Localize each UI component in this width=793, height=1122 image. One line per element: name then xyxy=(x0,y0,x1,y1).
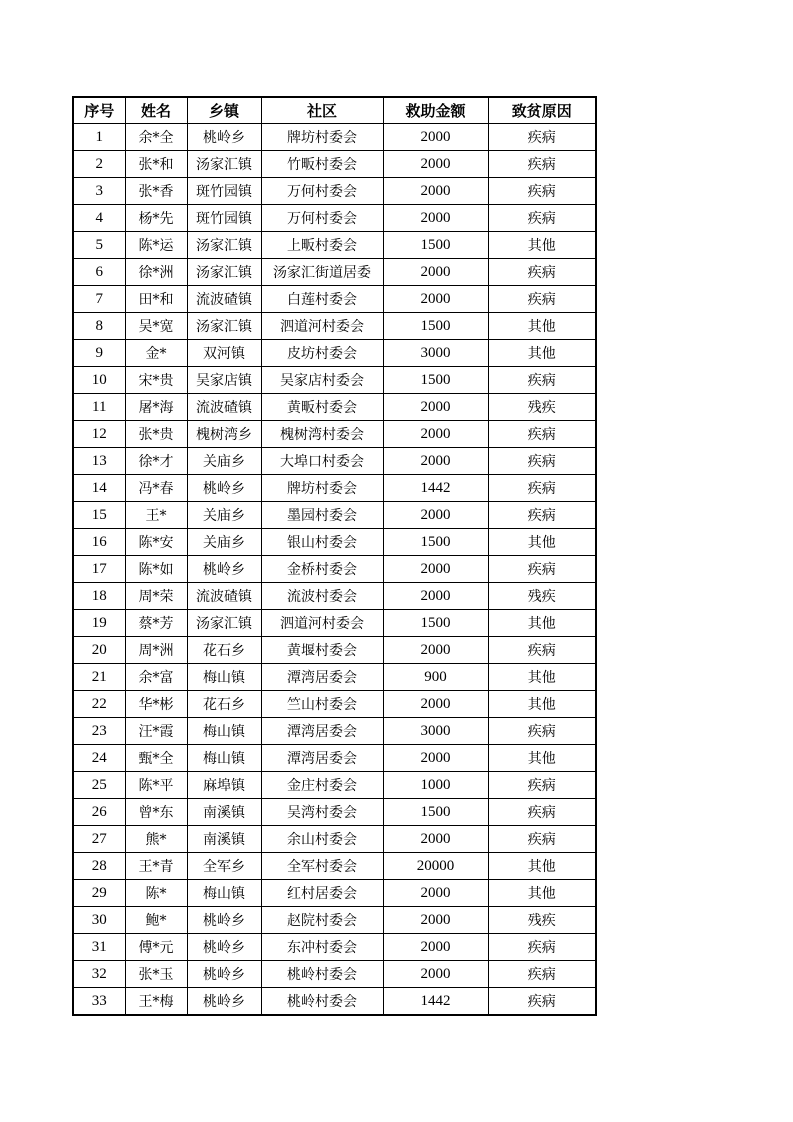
cell-name: 王*梅 xyxy=(125,988,187,1016)
cell-serial-number: 1 xyxy=(73,124,125,151)
cell-name: 徐*洲 xyxy=(125,259,187,286)
table-row xyxy=(73,610,596,637)
table-row xyxy=(73,880,596,907)
cell-relief-amount: 1500 xyxy=(383,610,488,637)
cell-serial-number: 17 xyxy=(73,556,125,583)
cell-relief-amount: 3000 xyxy=(383,340,488,367)
table-row xyxy=(73,934,596,961)
table-row xyxy=(73,745,596,772)
cell-name: 鲍* xyxy=(125,907,187,934)
cell-township: 关庙乡 xyxy=(187,502,261,529)
cell-name: 陈* xyxy=(125,880,187,907)
header-community: 社区 xyxy=(261,97,383,124)
relief-table-container xyxy=(72,96,597,1016)
cell-community: 汤家汇街道居委 xyxy=(261,259,383,286)
cell-serial-number: 30 xyxy=(73,907,125,934)
cell-community: 潭湾居委会 xyxy=(261,718,383,745)
cell-poverty-cause: 其他 xyxy=(488,880,596,907)
cell-name: 屠*海 xyxy=(125,394,187,421)
header-poverty-cause: 致贫原因 xyxy=(488,97,596,124)
cell-township: 关庙乡 xyxy=(187,529,261,556)
cell-relief-amount: 2000 xyxy=(383,421,488,448)
cell-community: 吴湾村委会 xyxy=(261,799,383,826)
cell-name: 甄*全 xyxy=(125,745,187,772)
cell-relief-amount: 900 xyxy=(383,664,488,691)
table-row xyxy=(73,691,596,718)
table-row xyxy=(73,367,596,394)
cell-relief-amount: 1442 xyxy=(383,475,488,502)
cell-name: 汪*霞 xyxy=(125,718,187,745)
cell-name: 曾*东 xyxy=(125,799,187,826)
cell-poverty-cause: 疾病 xyxy=(488,124,596,151)
cell-serial-number: 28 xyxy=(73,853,125,880)
table-header-row xyxy=(73,97,596,124)
cell-community: 东冲村委会 xyxy=(261,934,383,961)
cell-community: 银山村委会 xyxy=(261,529,383,556)
cell-relief-amount: 3000 xyxy=(383,718,488,745)
cell-poverty-cause: 其他 xyxy=(488,529,596,556)
table-row xyxy=(73,556,596,583)
cell-poverty-cause: 疾病 xyxy=(488,502,596,529)
cell-township: 桃岭乡 xyxy=(187,961,261,988)
table-row xyxy=(73,421,596,448)
cell-community: 黄堰村委会 xyxy=(261,637,383,664)
cell-community: 金庄村委会 xyxy=(261,772,383,799)
cell-name: 周*洲 xyxy=(125,637,187,664)
table-row xyxy=(73,826,596,853)
cell-name: 陈*平 xyxy=(125,772,187,799)
table-row xyxy=(73,313,596,340)
cell-poverty-cause: 疾病 xyxy=(488,988,596,1016)
cell-name: 陈*如 xyxy=(125,556,187,583)
cell-poverty-cause: 疾病 xyxy=(488,556,596,583)
cell-township: 流波碴镇 xyxy=(187,286,261,313)
cell-community: 金桥村委会 xyxy=(261,556,383,583)
cell-poverty-cause: 残疾 xyxy=(488,907,596,934)
cell-serial-number: 8 xyxy=(73,313,125,340)
cell-name: 陈*运 xyxy=(125,232,187,259)
cell-poverty-cause: 其他 xyxy=(488,340,596,367)
cell-poverty-cause: 其他 xyxy=(488,610,596,637)
cell-relief-amount: 2000 xyxy=(383,880,488,907)
cell-township: 双河镇 xyxy=(187,340,261,367)
cell-name: 周*荣 xyxy=(125,583,187,610)
cell-township: 南溪镇 xyxy=(187,799,261,826)
cell-name: 宋*贵 xyxy=(125,367,187,394)
cell-serial-number: 19 xyxy=(73,610,125,637)
relief-table xyxy=(72,96,597,1016)
cell-serial-number: 13 xyxy=(73,448,125,475)
cell-community: 大埠口村委会 xyxy=(261,448,383,475)
cell-community: 潭湾居委会 xyxy=(261,745,383,772)
cell-serial-number: 24 xyxy=(73,745,125,772)
cell-relief-amount: 2000 xyxy=(383,178,488,205)
cell-township: 吴家店镇 xyxy=(187,367,261,394)
cell-serial-number: 2 xyxy=(73,151,125,178)
cell-township: 汤家汇镇 xyxy=(187,610,261,637)
cell-relief-amount: 2000 xyxy=(383,448,488,475)
table-row xyxy=(73,664,596,691)
cell-name: 王* xyxy=(125,502,187,529)
table-row xyxy=(73,340,596,367)
cell-relief-amount: 2000 xyxy=(383,151,488,178)
cell-relief-amount: 2000 xyxy=(383,259,488,286)
cell-community: 万何村委会 xyxy=(261,205,383,232)
cell-township: 桃岭乡 xyxy=(187,124,261,151)
cell-poverty-cause: 疾病 xyxy=(488,637,596,664)
cell-township: 全军乡 xyxy=(187,853,261,880)
cell-community: 上畈村委会 xyxy=(261,232,383,259)
cell-community: 赵院村委会 xyxy=(261,907,383,934)
cell-serial-number: 9 xyxy=(73,340,125,367)
cell-name: 华*彬 xyxy=(125,691,187,718)
cell-community: 白莲村委会 xyxy=(261,286,383,313)
cell-township: 桃岭乡 xyxy=(187,475,261,502)
table-row xyxy=(73,502,596,529)
cell-name: 蔡*芳 xyxy=(125,610,187,637)
cell-poverty-cause: 疾病 xyxy=(488,178,596,205)
table-row xyxy=(73,853,596,880)
cell-name: 陈*安 xyxy=(125,529,187,556)
cell-township: 汤家汇镇 xyxy=(187,259,261,286)
table-row xyxy=(73,718,596,745)
cell-poverty-cause: 其他 xyxy=(488,232,596,259)
header-name: 姓名 xyxy=(125,97,187,124)
cell-community: 全军村委会 xyxy=(261,853,383,880)
cell-poverty-cause: 疾病 xyxy=(488,826,596,853)
cell-township: 汤家汇镇 xyxy=(187,151,261,178)
cell-community: 墨园村委会 xyxy=(261,502,383,529)
cell-name: 张*和 xyxy=(125,151,187,178)
cell-serial-number: 12 xyxy=(73,421,125,448)
cell-name: 王*青 xyxy=(125,853,187,880)
cell-serial-number: 5 xyxy=(73,232,125,259)
cell-township: 桃岭乡 xyxy=(187,988,261,1016)
cell-relief-amount: 2000 xyxy=(383,745,488,772)
cell-relief-amount: 2000 xyxy=(383,556,488,583)
cell-community: 桃岭村委会 xyxy=(261,988,383,1016)
cell-community: 黄畈村委会 xyxy=(261,394,383,421)
table-row xyxy=(73,907,596,934)
cell-poverty-cause: 残疾 xyxy=(488,394,596,421)
table-row xyxy=(73,151,596,178)
cell-community: 红村居委会 xyxy=(261,880,383,907)
cell-relief-amount: 2000 xyxy=(383,691,488,718)
table-row xyxy=(73,583,596,610)
cell-name: 金* xyxy=(125,340,187,367)
cell-name: 张*贵 xyxy=(125,421,187,448)
cell-township: 花石乡 xyxy=(187,637,261,664)
cell-serial-number: 16 xyxy=(73,529,125,556)
cell-community: 竺山村委会 xyxy=(261,691,383,718)
cell-township: 斑竹园镇 xyxy=(187,205,261,232)
cell-poverty-cause: 疾病 xyxy=(488,799,596,826)
cell-poverty-cause: 疾病 xyxy=(488,151,596,178)
cell-serial-number: 23 xyxy=(73,718,125,745)
cell-relief-amount: 2000 xyxy=(383,907,488,934)
cell-serial-number: 21 xyxy=(73,664,125,691)
cell-relief-amount: 2000 xyxy=(383,502,488,529)
cell-poverty-cause: 疾病 xyxy=(488,286,596,313)
cell-poverty-cause: 疾病 xyxy=(488,772,596,799)
cell-community: 泗道河村委会 xyxy=(261,610,383,637)
cell-relief-amount: 2000 xyxy=(383,934,488,961)
cell-township: 梅山镇 xyxy=(187,880,261,907)
cell-name: 余*富 xyxy=(125,664,187,691)
cell-serial-number: 7 xyxy=(73,286,125,313)
cell-poverty-cause: 疾病 xyxy=(488,961,596,988)
cell-poverty-cause: 其他 xyxy=(488,664,596,691)
cell-relief-amount: 1000 xyxy=(383,772,488,799)
cell-serial-number: 15 xyxy=(73,502,125,529)
cell-serial-number: 25 xyxy=(73,772,125,799)
cell-serial-number: 22 xyxy=(73,691,125,718)
cell-township: 梅山镇 xyxy=(187,745,261,772)
cell-township: 桃岭乡 xyxy=(187,556,261,583)
table-row xyxy=(73,961,596,988)
cell-poverty-cause: 其他 xyxy=(488,691,596,718)
cell-serial-number: 32 xyxy=(73,961,125,988)
cell-serial-number: 10 xyxy=(73,367,125,394)
cell-serial-number: 27 xyxy=(73,826,125,853)
cell-poverty-cause: 其他 xyxy=(488,853,596,880)
cell-serial-number: 11 xyxy=(73,394,125,421)
cell-community: 潭湾居委会 xyxy=(261,664,383,691)
cell-serial-number: 14 xyxy=(73,475,125,502)
table-row xyxy=(73,637,596,664)
cell-relief-amount: 20000 xyxy=(383,853,488,880)
cell-township: 桃岭乡 xyxy=(187,907,261,934)
cell-community: 万何村委会 xyxy=(261,178,383,205)
cell-serial-number: 3 xyxy=(73,178,125,205)
cell-community: 牌坊村委会 xyxy=(261,124,383,151)
cell-relief-amount: 2000 xyxy=(383,286,488,313)
cell-township: 花石乡 xyxy=(187,691,261,718)
cell-poverty-cause: 疾病 xyxy=(488,205,596,232)
cell-poverty-cause: 疾病 xyxy=(488,448,596,475)
table-row xyxy=(73,286,596,313)
cell-serial-number: 18 xyxy=(73,583,125,610)
table-row xyxy=(73,772,596,799)
cell-serial-number: 26 xyxy=(73,799,125,826)
cell-name: 张*香 xyxy=(125,178,187,205)
cell-relief-amount: 2000 xyxy=(383,583,488,610)
cell-poverty-cause: 残疾 xyxy=(488,583,596,610)
table-row xyxy=(73,475,596,502)
table-row xyxy=(73,205,596,232)
cell-township: 汤家汇镇 xyxy=(187,232,261,259)
header-serial-number: 序号 xyxy=(73,97,125,124)
cell-poverty-cause: 疾病 xyxy=(488,934,596,961)
cell-name: 吴*宽 xyxy=(125,313,187,340)
cell-serial-number: 33 xyxy=(73,988,125,1016)
cell-poverty-cause: 其他 xyxy=(488,313,596,340)
cell-community: 吴家店村委会 xyxy=(261,367,383,394)
cell-relief-amount: 1442 xyxy=(383,988,488,1016)
cell-relief-amount: 2000 xyxy=(383,826,488,853)
cell-relief-amount: 2000 xyxy=(383,637,488,664)
cell-township: 流波碴镇 xyxy=(187,394,261,421)
cell-community: 皮坊村委会 xyxy=(261,340,383,367)
table-row xyxy=(73,394,596,421)
cell-relief-amount: 2000 xyxy=(383,205,488,232)
table-row xyxy=(73,529,596,556)
table-row xyxy=(73,178,596,205)
cell-township: 桃岭乡 xyxy=(187,934,261,961)
cell-name: 杨*先 xyxy=(125,205,187,232)
cell-township: 麻埠镇 xyxy=(187,772,261,799)
cell-township: 梅山镇 xyxy=(187,664,261,691)
cell-community: 牌坊村委会 xyxy=(261,475,383,502)
cell-poverty-cause: 疾病 xyxy=(488,718,596,745)
cell-poverty-cause: 疾病 xyxy=(488,259,596,286)
header-township: 乡镇 xyxy=(187,97,261,124)
cell-serial-number: 29 xyxy=(73,880,125,907)
cell-serial-number: 4 xyxy=(73,205,125,232)
cell-serial-number: 6 xyxy=(73,259,125,286)
cell-relief-amount: 1500 xyxy=(383,799,488,826)
cell-poverty-cause: 疾病 xyxy=(488,475,596,502)
table-row xyxy=(73,988,596,1016)
cell-township: 汤家汇镇 xyxy=(187,313,261,340)
cell-poverty-cause: 疾病 xyxy=(488,421,596,448)
cell-relief-amount: 2000 xyxy=(383,961,488,988)
cell-name: 冯*春 xyxy=(125,475,187,502)
table-row xyxy=(73,259,596,286)
table-row xyxy=(73,232,596,259)
cell-community: 流波村委会 xyxy=(261,583,383,610)
cell-township: 槐树湾乡 xyxy=(187,421,261,448)
cell-relief-amount: 1500 xyxy=(383,367,488,394)
cell-community: 桃岭村委会 xyxy=(261,961,383,988)
cell-name: 徐*才 xyxy=(125,448,187,475)
cell-township: 南溪镇 xyxy=(187,826,261,853)
cell-community: 槐树湾村委会 xyxy=(261,421,383,448)
cell-township: 斑竹园镇 xyxy=(187,178,261,205)
cell-community: 竹畈村委会 xyxy=(261,151,383,178)
table-body xyxy=(73,124,596,1016)
cell-name: 余*全 xyxy=(125,124,187,151)
cell-relief-amount: 1500 xyxy=(383,529,488,556)
cell-community: 余山村委会 xyxy=(261,826,383,853)
cell-name: 田*和 xyxy=(125,286,187,313)
cell-poverty-cause: 其他 xyxy=(488,745,596,772)
cell-township: 梅山镇 xyxy=(187,718,261,745)
table-row xyxy=(73,124,596,151)
cell-relief-amount: 2000 xyxy=(383,124,488,151)
cell-township: 关庙乡 xyxy=(187,448,261,475)
cell-name: 张*玉 xyxy=(125,961,187,988)
cell-serial-number: 20 xyxy=(73,637,125,664)
table-row xyxy=(73,448,596,475)
cell-community: 泗道河村委会 xyxy=(261,313,383,340)
cell-township: 流波碴镇 xyxy=(187,583,261,610)
header-relief-amount: 救助金额 xyxy=(383,97,488,124)
table-row xyxy=(73,799,596,826)
cell-serial-number: 31 xyxy=(73,934,125,961)
cell-poverty-cause: 疾病 xyxy=(488,367,596,394)
cell-relief-amount: 1500 xyxy=(383,232,488,259)
cell-name: 熊* xyxy=(125,826,187,853)
cell-relief-amount: 1500 xyxy=(383,313,488,340)
cell-relief-amount: 2000 xyxy=(383,394,488,421)
cell-name: 傅*元 xyxy=(125,934,187,961)
